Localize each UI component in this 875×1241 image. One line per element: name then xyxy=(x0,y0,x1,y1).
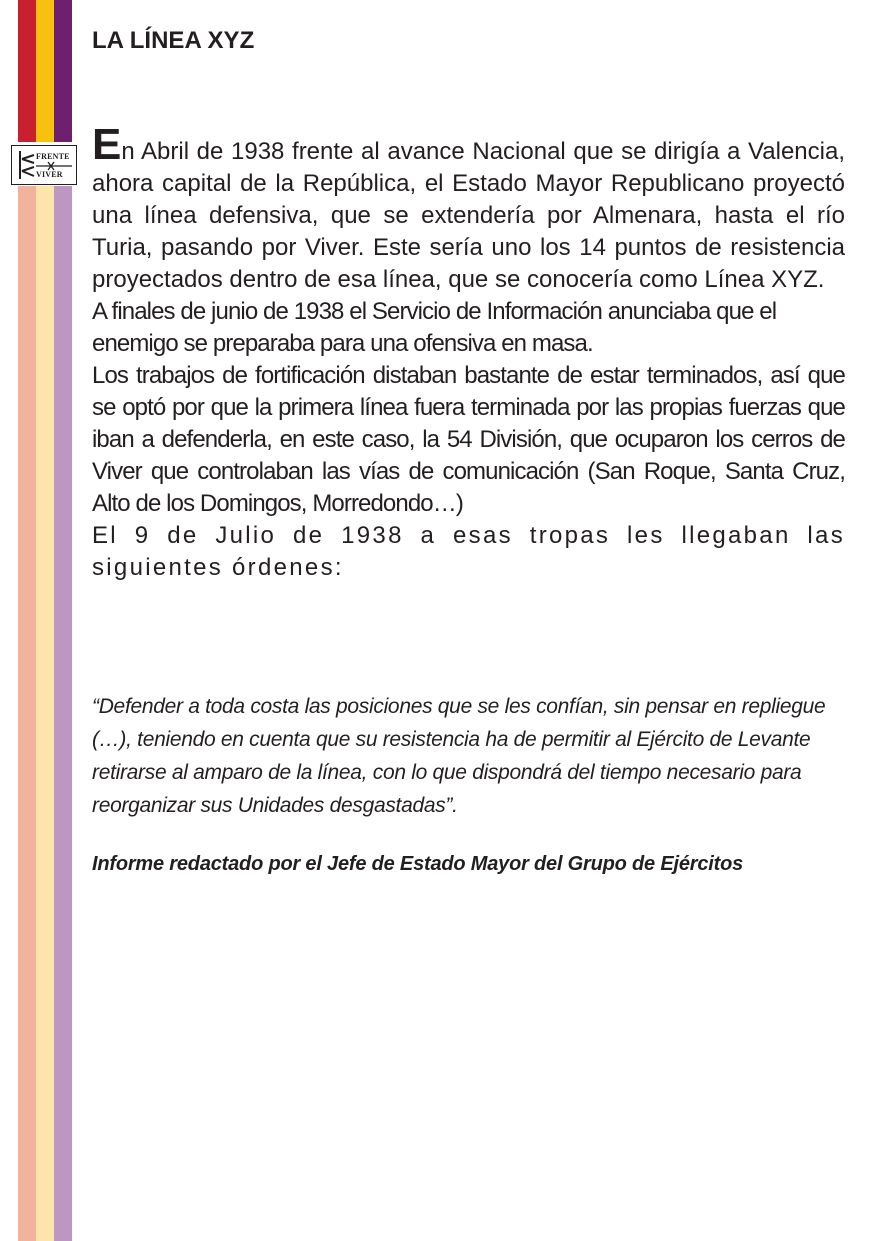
quote: “Defender a toda costa las posiciones que se les confían, sin pensar en repliegue (…), teniendo en cuenta que su resistencia ha de permitir al Ejército de Levante retirarse al amparo de la línea, con lo que dispondrá del tiempo necesario para reorganizar sus Unidades desgastadas”. xyxy=(92,695,826,817)
paragraph-2: A finales de junio de 1938 el Servicio de Información anunciaba que el enemigo se preparaba para una ofensiva en masa. xyxy=(92,298,777,357)
frente-viver-logo xyxy=(11,145,77,185)
intro-text: n Abril de 1938 frente al avance Nacional que se dirigía a Valencia, ahora capital de la República, el Estado Mayor Republicano proyectó una línea defensiva, que se extendería por Almenara, hasta el río Turia, pasando por Viver. Este sería uno los 14 puntos de resistencia proyectados dentro de esa línea, que se conocería como Línea XYZ. xyxy=(92,138,845,293)
flag-stripe-red xyxy=(18,0,36,1241)
paragraph-4: El 9 de Julio de 1938 a esas tropas les llegaban las siguientes órdenes: xyxy=(92,522,845,581)
logo-text-viver: VIVER xyxy=(36,170,63,179)
flag-stripe-purple xyxy=(54,0,72,1241)
intro-paragraph xyxy=(92,120,845,296)
quote-source: Informe redactado por el Jefe de Estado Mayor del Grupo de Ejércitos xyxy=(92,853,744,875)
flag-stripe-yellow xyxy=(36,0,54,1241)
drop-cap: E xyxy=(92,120,122,169)
paragraph-3: Los trabajos de fortificación distaban bastante de estar terminados, así que se optó por que la primera línea fuera terminada por las propias fuerzas que iban a defenderla, en este caso, la 54 División, que ocuparon los cerros de Viver que controlaban las vías de comunicación (San Roque, Santa Cruz, Alto de los Domingos, Morredondo…) xyxy=(92,362,845,517)
page-title: LA LÍNEA XYZ xyxy=(92,27,255,54)
logo-text-frente: FRENTE xyxy=(36,152,70,161)
body-text xyxy=(92,120,845,584)
